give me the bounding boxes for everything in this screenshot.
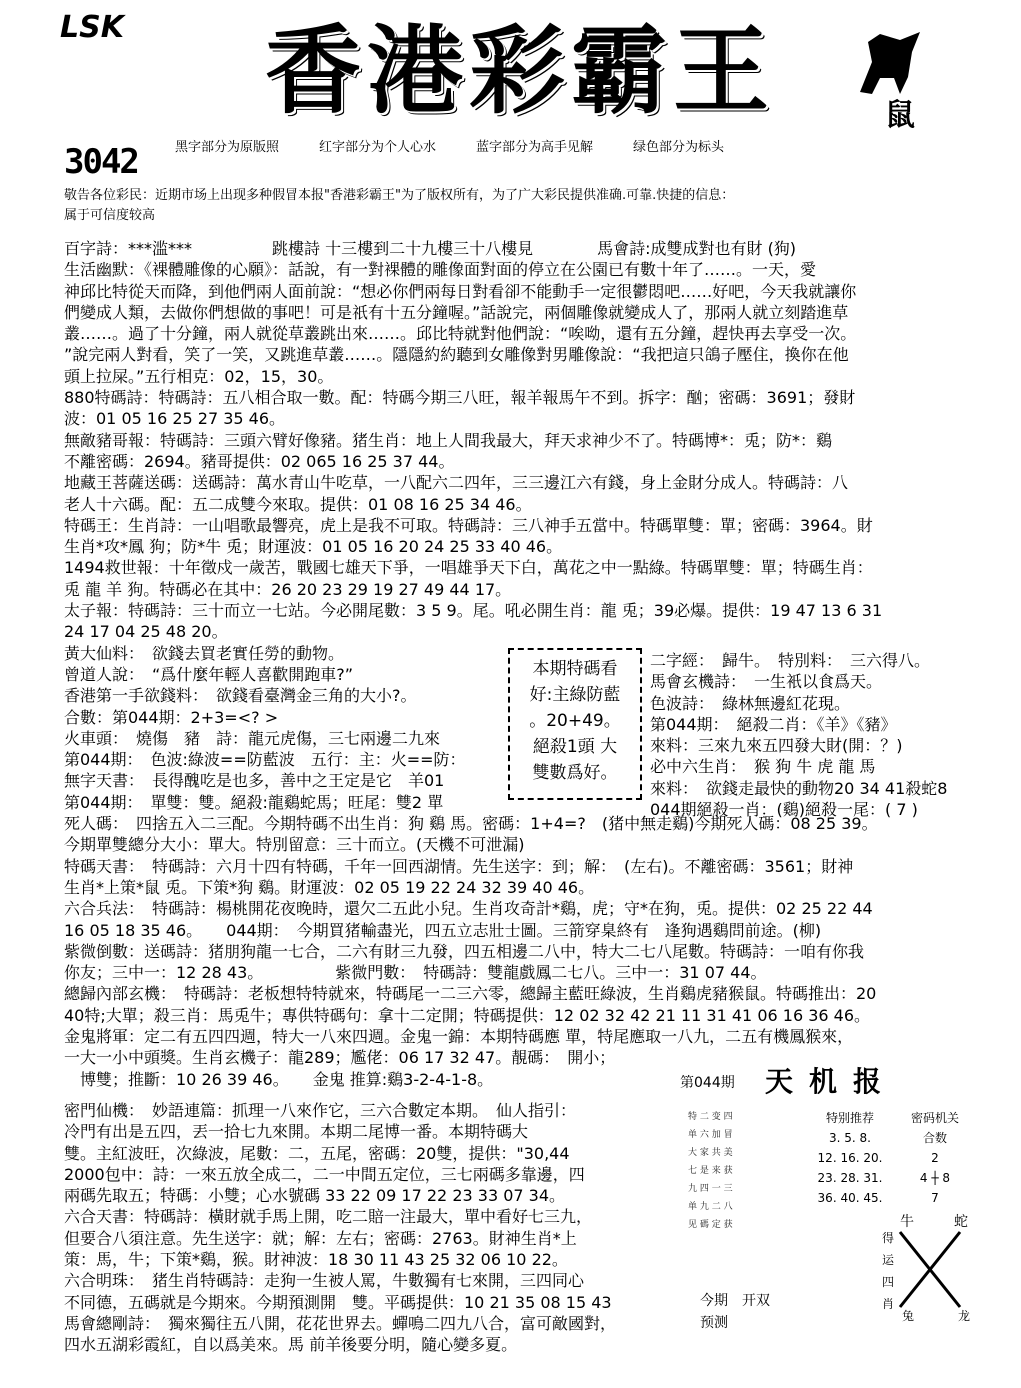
tianji-issue: 第044期 bbox=[680, 1075, 735, 1091]
bottom-line: 六合天書：特碼詩：橫財就手馬上開，吃二賠一注最大，單中看好七三九， bbox=[64, 1207, 593, 1227]
text-line: 香港第一手欲錢料： 欲錢看臺灣金三角的大小?。 bbox=[64, 686, 417, 706]
text-line: 火車頭： 燒傷 豬 詩：龍元虎傷，三七兩邊二九來 bbox=[64, 728, 441, 748]
right-line: 來料： 欲錢走最快的動物20 34 41殺蛇8 bbox=[650, 778, 948, 798]
cross-left: 肖 bbox=[882, 1297, 895, 1311]
text-line: 兎 龍 羊 狗。特碼必在其中：26 20 23 29 19 27 49 44 17。 bbox=[64, 579, 512, 599]
right-line: 第044期： 絕殺二肖：《羊》《豬》 bbox=[650, 714, 897, 734]
cross-tl: 牛 bbox=[900, 1214, 914, 1230]
tianji-title: 天机报 bbox=[765, 1065, 898, 1098]
legend-item: 黑字部分为原版照 bbox=[175, 140, 280, 155]
text-line: 今期單雙總分大小：單大。特別留意：三十而立。(天機不可泄漏) bbox=[64, 835, 525, 855]
text-line: 你友；三中一：12 28 43。 紫微門數： 特碼詩：雙龍戲鳳二七八。三中一：31 07 44。 bbox=[64, 963, 767, 983]
issue-number: 3042 bbox=[64, 142, 138, 182]
text-line: 博雙；推斷：10 26 39 46。 金鬼 推算:鷄3-2-4-1-8。 bbox=[64, 1069, 494, 1089]
grid-row: 单 九 二 八 bbox=[688, 1202, 733, 1212]
cross-left: 运 bbox=[882, 1253, 895, 1267]
spec-title: 特别推荐 bbox=[825, 1111, 874, 1125]
forecast-open bbox=[700, 1290, 770, 1334]
right-line: 044期絕殺一肖：(鷄)絕殺一尾：( 7 ) bbox=[650, 800, 918, 820]
text-line: 地藏王菩薩送碼：送碼詩：萬水青山牛吃草，一八配六二四年，三三邊江六有錢，身上金財分成人。特碼詩：八 bbox=[64, 473, 849, 493]
text-line: 生肖*上策*鼠 兎。下策*狗 鷄。財運波：02 05 19 22 24 32 39 40 46。 bbox=[64, 877, 595, 897]
right-line: 馬會玄機詩： 一生衹以食爲天。 bbox=[650, 672, 883, 692]
tianji-grid bbox=[688, 1108, 798, 1234]
text-line: 第044期： 單雙：雙。絕殺:龍鷄蛇馬；旺尾：雙2 單 bbox=[64, 792, 444, 812]
right-line: 二字經： 歸牛。 特別料： 三六得八。 bbox=[650, 651, 931, 670]
text-line: 1494救世報：十年徵戍一歲苦，戰國七雄天下爭，一唱雄爭天下白，萬花之中一點綠。特碼單雙：單；特碼生肖： bbox=[64, 558, 873, 578]
legend-item: 蓝字部分为高手见解 bbox=[476, 140, 594, 155]
highlight-line: 。20+49。 bbox=[529, 711, 621, 731]
right-column bbox=[650, 650, 970, 820]
code-sub: 合数 bbox=[922, 1131, 947, 1145]
grid-row: 七 是 来 获 bbox=[688, 1166, 733, 1176]
newspaper-title: 香港彩霸王 bbox=[265, 13, 775, 127]
bottom-text bbox=[64, 1100, 664, 1356]
text-line: 生活幽默：《裸體雕像的心願》：話說，有一對裸體的雕像面對面的停立在公園已有數十年了……。一天，愛 bbox=[64, 260, 817, 280]
bottom-line: 2000包中：詩：一來五放全成二，二一中間五定位，三七兩碼多靠邊，四 bbox=[64, 1164, 585, 1184]
right-line: 來料：三來九來五四發大財(開：？) bbox=[650, 736, 903, 756]
zodiac-cross bbox=[880, 1212, 970, 1322]
text-line: 死人碼： 四捨五入二三配。今期特碼不出生肖：狗 鷄 馬。密碼：1+4=? (猪中無走鷄)今期死人碼：08 25 39。 bbox=[64, 814, 878, 834]
highlight-line: 雙數爲好。 bbox=[532, 763, 618, 783]
spec-row: 12. 16. 20. bbox=[817, 1151, 883, 1165]
spec-row: 36. 40. 45. bbox=[817, 1191, 883, 1205]
highlight-line: 好:主綠防藍 bbox=[529, 685, 621, 705]
spec-row: 23. 28. 31. bbox=[817, 1171, 883, 1185]
text-line: 特碼天書： 特碼詩：六月十四有特碼，千年一回西湖情。先生送字：到；解： (左右)。不離密碼：3561；財神 bbox=[64, 856, 854, 876]
text-line: 黃大仙料： 欲錢去買老實任勞的動物。 bbox=[64, 643, 345, 663]
bottom-line: 四水五湖彩霞紅，自以爲美來。馬 前羊後要分明，隨心變多夏。 bbox=[64, 1335, 518, 1355]
text-line: 頭上拉屎。”五行相克：02，15，30。 bbox=[64, 366, 334, 386]
notice bbox=[64, 186, 964, 226]
code-mechanism bbox=[900, 1108, 970, 1208]
text-line: 40特;大單；殺三肖：馬兎牛；專供特碼句：拿十二定開；特碼提供：12 02 32 42 21 11 31 41 06 16 36 46。 bbox=[64, 1005, 871, 1025]
special-recommend bbox=[810, 1108, 890, 1208]
open-line: 今期 开双 bbox=[700, 1293, 770, 1309]
text-line: 一大一小中頭獎。生肖玄機子：龍289；尷佬：06 17 32 47。靚碼： 開小； bbox=[64, 1048, 616, 1068]
text-line: 百字詩：***滥*** 跳樓詩 十三樓到二十九樓三十八樓見 馬會詩:成雙成對也有財 (狗) bbox=[64, 239, 797, 258]
bottom-line: 不同德，五碼就是今期來。今期預測開 雙。平碼提供：10 21 35 08 15 43 bbox=[64, 1292, 612, 1312]
code-digit-bottom: 7 bbox=[931, 1191, 939, 1205]
bottom-line: 策：馬，牛；下策*鷄，猴。財神波：18 30 11 43 25 32 06 10 22。 bbox=[64, 1250, 568, 1270]
text-line: 曾道人說： “爲什麼年輕人喜歡開跑車?” bbox=[64, 664, 354, 684]
cross-left: 得 bbox=[882, 1231, 895, 1245]
bottom-line: 但要合八須注意。先生送字：就；解：左右；密碼：2763。財神生肖*上 bbox=[64, 1228, 577, 1248]
cross-br: 龙 bbox=[958, 1309, 970, 1322]
grid-row: 见 碼 定 获 bbox=[688, 1220, 733, 1230]
text-line: 太子報：特碼詩：三十而立一七站。今必開尾數：3 5 9。尾。吼必開生肖：龍 兎；39必爆。提供：19 47 13 6 31 bbox=[64, 601, 883, 621]
code-digit-top: 2 bbox=[931, 1151, 939, 1165]
grid-row: 大 家 共 美 bbox=[688, 1148, 733, 1158]
grid-row: 九 四 一 三 bbox=[688, 1184, 733, 1194]
text-line: 合數：第044期：2+3=<? > bbox=[64, 707, 279, 727]
bottom-line: 馬會總剛詩： 獨來獨往五八開，花花世界去。蟬鳴二四九八合，富可敵國對， bbox=[64, 1313, 617, 1333]
text-line: 波：01 05 16 25 27 35 46。 bbox=[64, 409, 286, 429]
text-line: 神邱比特從天而降，到他們兩人面前說：“想必你們兩每日對看卻不能動手一定很鬱悶吧……好吧，今天我就讓你 bbox=[64, 281, 857, 301]
cross-bl: 兔 bbox=[902, 1309, 915, 1322]
text-line: 第044期： 色波:綠波==防藍波 五行：主：火==防： bbox=[64, 750, 466, 770]
right-line: 必中六生肖： 猴 狗 牛 虎 龍 馬 bbox=[650, 757, 876, 777]
highlight-line: 絕殺1頭 大 bbox=[532, 737, 618, 757]
notice-line: 属于可信度较高 bbox=[64, 208, 156, 223]
right-line: 色波詩： 綠林無邊紅花現。 bbox=[650, 693, 851, 713]
text-line: 金鬼將軍：定二有五四四週，特大一八來四週。金鬼一錦：本期特碼應 單，特尾應取一八九，二五有機鳳猴來， bbox=[64, 1026, 854, 1046]
text-line: 紫微倒數：送碼詩：猪朋狗龍一七合，二六有財三九發，四五相邊二八中，特大二七八尾數。特碼詩：一咱有你我 bbox=[64, 941, 865, 961]
code-digits-mid: 4 ┼ 8 bbox=[919, 1171, 951, 1185]
text-line: 24 17 04 25 48 20。 bbox=[64, 622, 228, 642]
legend-item: 红字部分为个人心水 bbox=[319, 140, 437, 155]
text-line: 16 05 18 35 46。 044期： 今期買猪輸盡光，四五立志壯士圖。三箭穿臬終有 逢狗遇鷄問前途。(柳) bbox=[64, 920, 822, 940]
legend-item: 绿色部分为标头 bbox=[633, 140, 725, 155]
text-line: 無字天書： 長得醜吃是也多，善中之王定是它 羊01 bbox=[64, 771, 445, 791]
color-legend bbox=[175, 136, 875, 155]
grid-row: 特 二 变 四 bbox=[688, 1112, 733, 1122]
text-line: 不離密碼：2694。豬哥提供：02 065 16 25 37 44。 bbox=[64, 451, 455, 471]
text-line: ”說完兩人對看，笑了一笑，又跳進草叢……。隱隱約約聽到女雕像對男雕像說：“我把這只鴿子壓住，換你在他 bbox=[64, 345, 849, 365]
logo-mark: LSK bbox=[60, 10, 124, 45]
open-line: 预测 bbox=[700, 1315, 728, 1331]
text-line: 總歸內部玄機： 特碼詩：老板想特特就來，特碼尾一二三六零，總歸主藍旺綠波，生肖鷄虎豬猴鼠。特碼推出：20 bbox=[64, 984, 877, 1004]
code-digit: 4 bbox=[919, 1171, 928, 1185]
bottom-line: 雙。主紅波旺，次綠波，尾數：二，五尾，密碼：20雙，提供："30,44 bbox=[64, 1143, 570, 1163]
grid-row: 单 六 加 冒 bbox=[688, 1130, 733, 1140]
text-line: 們變成人類，去做你們想做的事吧！可是祇有十五分鐘喔。”話說完，兩個雕像就變成人了，那兩人就立刻踏進草 bbox=[64, 302, 849, 322]
text-line: 880特碼詩：特碼詩：五八相合取一數。配：特碼今期三八旺，報羊報馬午不到。拆字：酗；密碼：3691；發財 bbox=[64, 388, 856, 408]
text-line: 叢……。過了十分鐘，兩人就從草叢跳出來……。邱比特就對他們說：“唉呦，還有五分鐘，趕快再去享受一次。 bbox=[64, 324, 857, 344]
highlight-line: 本期特碼看 bbox=[532, 659, 618, 679]
cross-tr: 蛇 bbox=[954, 1214, 968, 1230]
text-line: 無敵豬哥報：特碼詩：三頭六臂好像豬。猪生肖：地上人間我最大，拜天求神少不了。特碼博*：兎；防*：鷄 bbox=[64, 430, 833, 450]
bottom-line: 兩碼先取五；特碼：小雙；心水號碼 33 22 09 17 22 23 33 07 34。 bbox=[64, 1186, 566, 1206]
text-line: 特碼王：生肖詩：一山唱歌最響亮，虎上是我不可取。特碼詩：三八神手五當中。特碼單雙：單；密碼：3964。財 bbox=[64, 515, 873, 535]
text-line: 六合兵法： 特碼詩：楊桃開花夜晚時，還欠二五此小兒。生肖攻奇計*鷄，虎；守*在狗，兎。提供：02 25 22 44 bbox=[64, 899, 873, 919]
cross-left: 四 bbox=[882, 1275, 895, 1289]
code-title: 密码机关 bbox=[910, 1111, 959, 1125]
text-line: 老人十六碼。配：五二成雙今來取。提供：01 08 16 25 34 46。 bbox=[64, 494, 532, 514]
bottom-line: 密門仙機： 妙語連篇：抓理一八來作它，三六合數定本期。 仙人指引： bbox=[64, 1101, 577, 1120]
notice-line: 敬告各位彩民：近期市场上出现多种假冒本报"香港彩霸王"为了版权所有，为了广大彩民提供准确.可靠.快捷的信息： bbox=[64, 188, 735, 203]
side-zodiac: 鼠 bbox=[885, 98, 915, 133]
bottom-line: 冷門有出是五四，丟一拾七九來開。本期二尾博一番。本期特碼大 bbox=[64, 1122, 529, 1142]
bottom-line: 六合明珠： 猪生肖特碼詩：走狗一生被人罵，牛數獨有七來開，三四同心 bbox=[64, 1271, 585, 1291]
highlight-box bbox=[508, 648, 642, 800]
code-digit: 8 bbox=[942, 1171, 951, 1185]
spec-row: 3. 5. 8. bbox=[829, 1131, 871, 1145]
text-line: 生肖*攻*鳳 狗；防*牛 兎；財運波：01 05 16 20 24 25 33 40 46。 bbox=[64, 537, 563, 557]
